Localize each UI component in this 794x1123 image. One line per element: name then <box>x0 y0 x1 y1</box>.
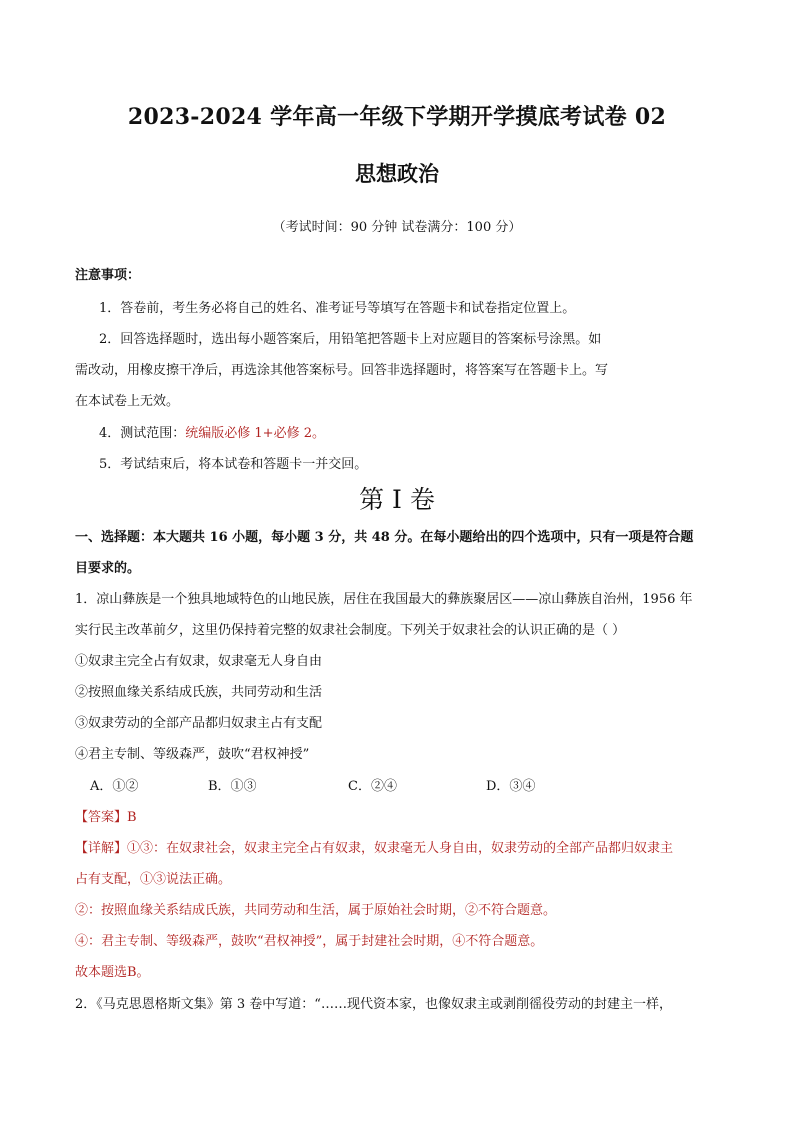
detail-line-1 <box>75 837 673 856</box>
detail-statement-4: ④：君主专制、等级森严，鼓吹“君权神授”，属于封建社会时期，④不符合题意。 <box>75 934 544 949</box>
question-2-line-1: 2．《马克思恩格斯文集》第 3 卷中写道：“……现代资本家，也像奴隶主或剥削徭役劳动的封建主一样， <box>75 997 672 1012</box>
section-heading-line-2: 目要求的。 <box>75 561 141 576</box>
exam-info: （考试时间：90 分钟 试卷满分：100 分） <box>272 220 522 235</box>
detail-statement-2: ②：按照血缘关系结成氏族，共同劳动和生活，属于原始社会时期，②不符合题意。 <box>75 903 557 918</box>
option-d: D．③④ <box>486 779 536 794</box>
notice-item-2-line-1: 2．回答选择题时，选出每小题答案后，用铅笔把答题卡上对应题目的答案标号涂黑。如 <box>99 332 602 347</box>
question-1-line-2: 实行民主改革前夕，这里仍保持着完整的奴隶社会制度。下列关于奴隶社会的认识正确的是（ ） <box>75 623 626 638</box>
notice-item-4 <box>99 422 325 441</box>
option-c: C．②④ <box>348 779 397 794</box>
detail-text-1: ①③：在奴隶社会，奴隶主完全占有奴隶，奴隶毫无人身自由，奴隶劳动的全部产品都归奴隶主 <box>127 841 674 856</box>
volume-heading: 第 I 卷 <box>359 485 435 514</box>
notice-item-4-prefix: 4．测试范围： <box>99 426 186 441</box>
test-range: 统编版必修 1+必修 2。 <box>185 426 325 441</box>
subject-title: 思想政治 <box>355 161 439 186</box>
notice-item-2-line-3: 在本试卷上无效。 <box>75 394 180 409</box>
exam-title: 2023-2024 学年高一年级下学期开学摸底考试卷 02 <box>127 104 667 130</box>
detail-line-2: 占有支配，①③说法正确。 <box>75 872 232 887</box>
question-1-statement-1: ①奴隶主完全占有奴隶，奴隶毫无人身自由 <box>75 654 323 669</box>
section-heading-line-1: 一、选择题：本大题共 16 小题，每小题 3 分，共 48 分。在每小题给出的四个选项中，只有一项是符合题 <box>75 530 694 545</box>
question-1-line-1: 1．凉山彝族是一个独具地域特色的山地民族，居住在我国最大的彝族聚居区——凉山彝族自治州，1956 年 <box>75 592 693 607</box>
notice-item-5: 5．考试结束后，将本试卷和答题卡一并交回。 <box>99 457 368 472</box>
conclusion: 故本题选B。 <box>75 965 150 980</box>
option-a: A．①② <box>90 779 139 794</box>
answer-value: B <box>127 810 137 825</box>
question-1-statement-4: ④君主专制、等级森严，鼓吹“君权神授” <box>75 747 310 762</box>
question-1-statement-3: ③奴隶劳动的全部产品都归奴隶主占有支配 <box>75 716 323 731</box>
answer-label: 【答案】 <box>75 810 128 825</box>
detail-label: 【详解】 <box>75 841 128 856</box>
option-b: B．①③ <box>208 779 257 794</box>
answer-line <box>75 806 137 825</box>
notice-item-1: 1．答卷前，考生务必将自己的姓名、准考证号等填写在答题卡和试卷指定位置上。 <box>99 301 576 316</box>
question-1-statement-2: ②按照血缘关系结成氏族，共同劳动和生活 <box>75 685 323 700</box>
notice-item-2-line-2: 需改动，用橡皮擦干净后，再选涂其他答案标号。回答非选择题时，将答案写在答题卡上。写 <box>75 363 609 378</box>
notice-heading: 注意事项： <box>75 268 141 283</box>
